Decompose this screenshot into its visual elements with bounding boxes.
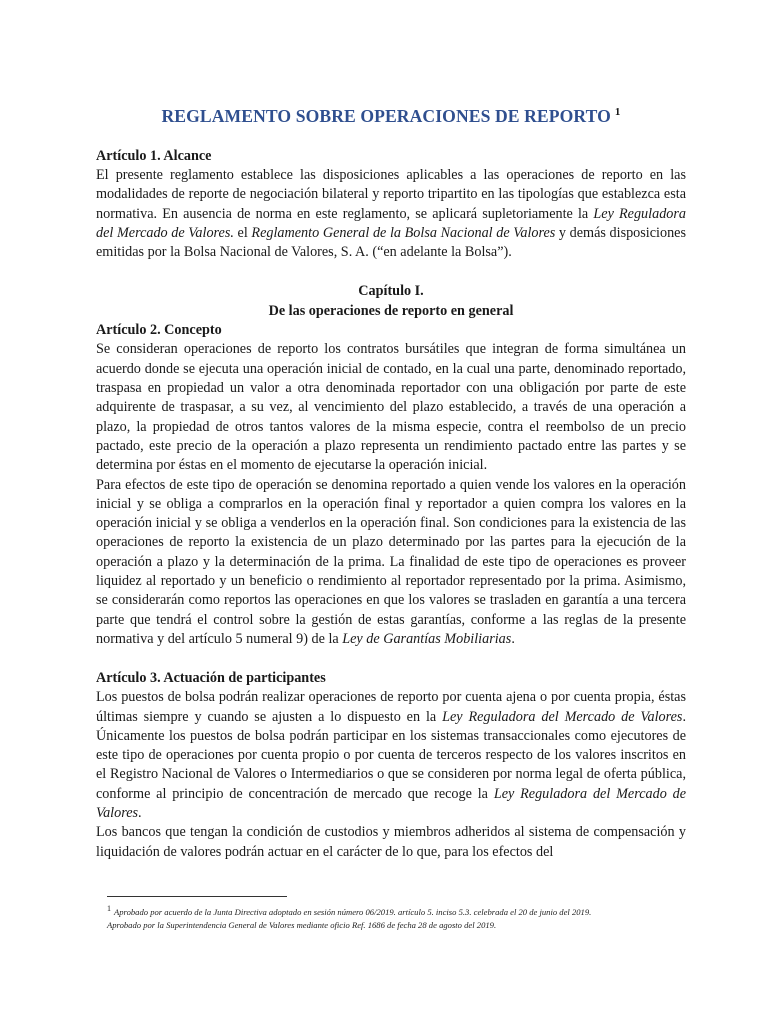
- article-3-heading: Artículo 3. Actuación de participantes: [96, 670, 326, 687]
- article-1-text: [96, 166, 686, 262]
- article-2-law-ref: Ley de Garantías Mobiliarias: [342, 630, 512, 647]
- article-3-paragraph-2: Los bancos que tengan la condición de custodios y miembros adheridos al sistema de compensación y liquidación de valores podrán actuar en el carácter de lo que, para los efectos del: [96, 824, 686, 860]
- article-3-paragraph-1: [96, 688, 686, 823]
- article-1-law-ref-2: Reglamento General de la Bolsa Nacional de Valores: [251, 224, 556, 241]
- footnote-line-1: [107, 902, 697, 919]
- article-1-text-a: El presente reglamento establece las disposiciones aplicables a las operaciones de reporto en las modalidades de reporte de negociación bilateral y reporto tripartito en las tipologías que establezca esta normativa. En ausencia de norma en este reglamento, se aplicará supletoriamente la: [96, 167, 686, 222]
- article-3-paragraph-1-text-a: Los puestos de bolsa podrán realizar operaciones de reporto por cuenta ajena o por cuenta propia, éstas últimas siempre y cuando se ajusten a lo dispuesto en la: [96, 689, 686, 725]
- article-2-heading: Artículo 2. Concepto: [96, 322, 222, 339]
- footnote-marker: 1: [107, 904, 111, 913]
- article-2-paragraph-2-text: Para efectos de este tipo de operación se denomina reportado a quien vende los valores en la operación inicial y se obliga a comprarlos en la operación final y reportador a quien compra los valores en la operación inicial y se obliga a venderlos en la operación final. Son condiciones para la existencia de las operaciones de reporto la existencia de un plazo determinado por las partes para la ejecución de la operación a plazo y la determinación de la prima. La finalidad de este tipo de operaciones es proveer liquidez al reportado y un beneficio o rendimiento al reportador representado por la prima. Asimismo, se considerarán como reportos las operaciones en que los valores se trasladen en garantía a una tercera parte que tendrá el control sobre la gestión de estas garantías, conforme a las reglas de la presente normativa y del artículo 5 numeral 9) de la: [96, 476, 686, 647]
- spacer: [96, 649, 686, 669]
- article-2-paragraph-1: Se consideran operaciones de reporto los contratos bursátiles que integran de forma simultánea un acuerdo donde se ejecuta una operación inicial de contado, en la cual una parte, denominado reportado, traspasa en propiedad un valor a otra denominada reportador con una obligación por parte de este adquirente de traspasar, a su vez, al vencimiento del plazo establecido, a través de una operación a plazo, la propiedad de otros tantos valores de la misma especie, contra el reembolso de un precio pactado, este precio de la operación a plazo representa un rendimiento pactado entre las partes y se determina por éstas en el momento de ejecutarse la operación inicial.: [96, 341, 686, 474]
- article-3-law-ref-2: Ley Reguladora del Mercado de Valores: [96, 785, 687, 822]
- title-footnote-marker[interactable]: 1: [614, 106, 621, 119]
- document-title-text: REGLAMENTO SOBRE OPERACIONES DE REPORTO: [161, 106, 611, 126]
- footnote-line-2: Aprobado por la Superintendencia General de Valores mediante oficio Ref. 1686 de fecha 28 de agosto del 2019.: [107, 919, 497, 930]
- article-3-law-ref-1: Ley Reguladora del Mercado de Valores: [442, 708, 683, 725]
- article-1-law-ref-1: Ley Reguladora del Mercado de Valores.: [96, 205, 686, 241]
- article-2-paragraph-2-end: .: [511, 630, 515, 647]
- article-1-text-b: el: [233, 224, 252, 241]
- document-title: [96, 106, 686, 127]
- article-2-paragraph-2: [96, 476, 686, 650]
- article-1-heading: Artículo 1. Alcance: [96, 148, 212, 164]
- chapter-1-number: Capítulo I.: [358, 283, 424, 300]
- spacer: [96, 262, 686, 282]
- chapter-1-title: De las operaciones de reporto en general: [268, 302, 514, 319]
- footnote: [107, 902, 697, 932]
- article-1-text-c: y demás disposiciones emitidas por la Bolsa Nacional de Valores, S. A. (“en adelante la Bolsa”).: [96, 224, 686, 261]
- footnote-divider: [107, 896, 287, 897]
- footnote-line-1-text: Aprobado por acuerdo de la Junta Directiva adoptado en sesión número 06/2019. artículo 5. inciso 5.3. celebrada el 20 de junio del 2019.: [114, 906, 592, 917]
- article-3-paragraph-1-text-b: . Únicamente los puestos de bolsa podrán participar en los sistemas transaccionales como ejecutores de este tipo de operaciones por cuenta propio o por cuenta de terceros respecto de los valores inscritos en el Registro Nacional de Valores o Intermediarios o que se consideren por norma legal de oferta pública, conforme al principio de concentración de mercado que recoge la: [96, 708, 687, 802]
- article-3-paragraph-1-text-c: .: [138, 805, 142, 822]
- document-page: [96, 106, 686, 862]
